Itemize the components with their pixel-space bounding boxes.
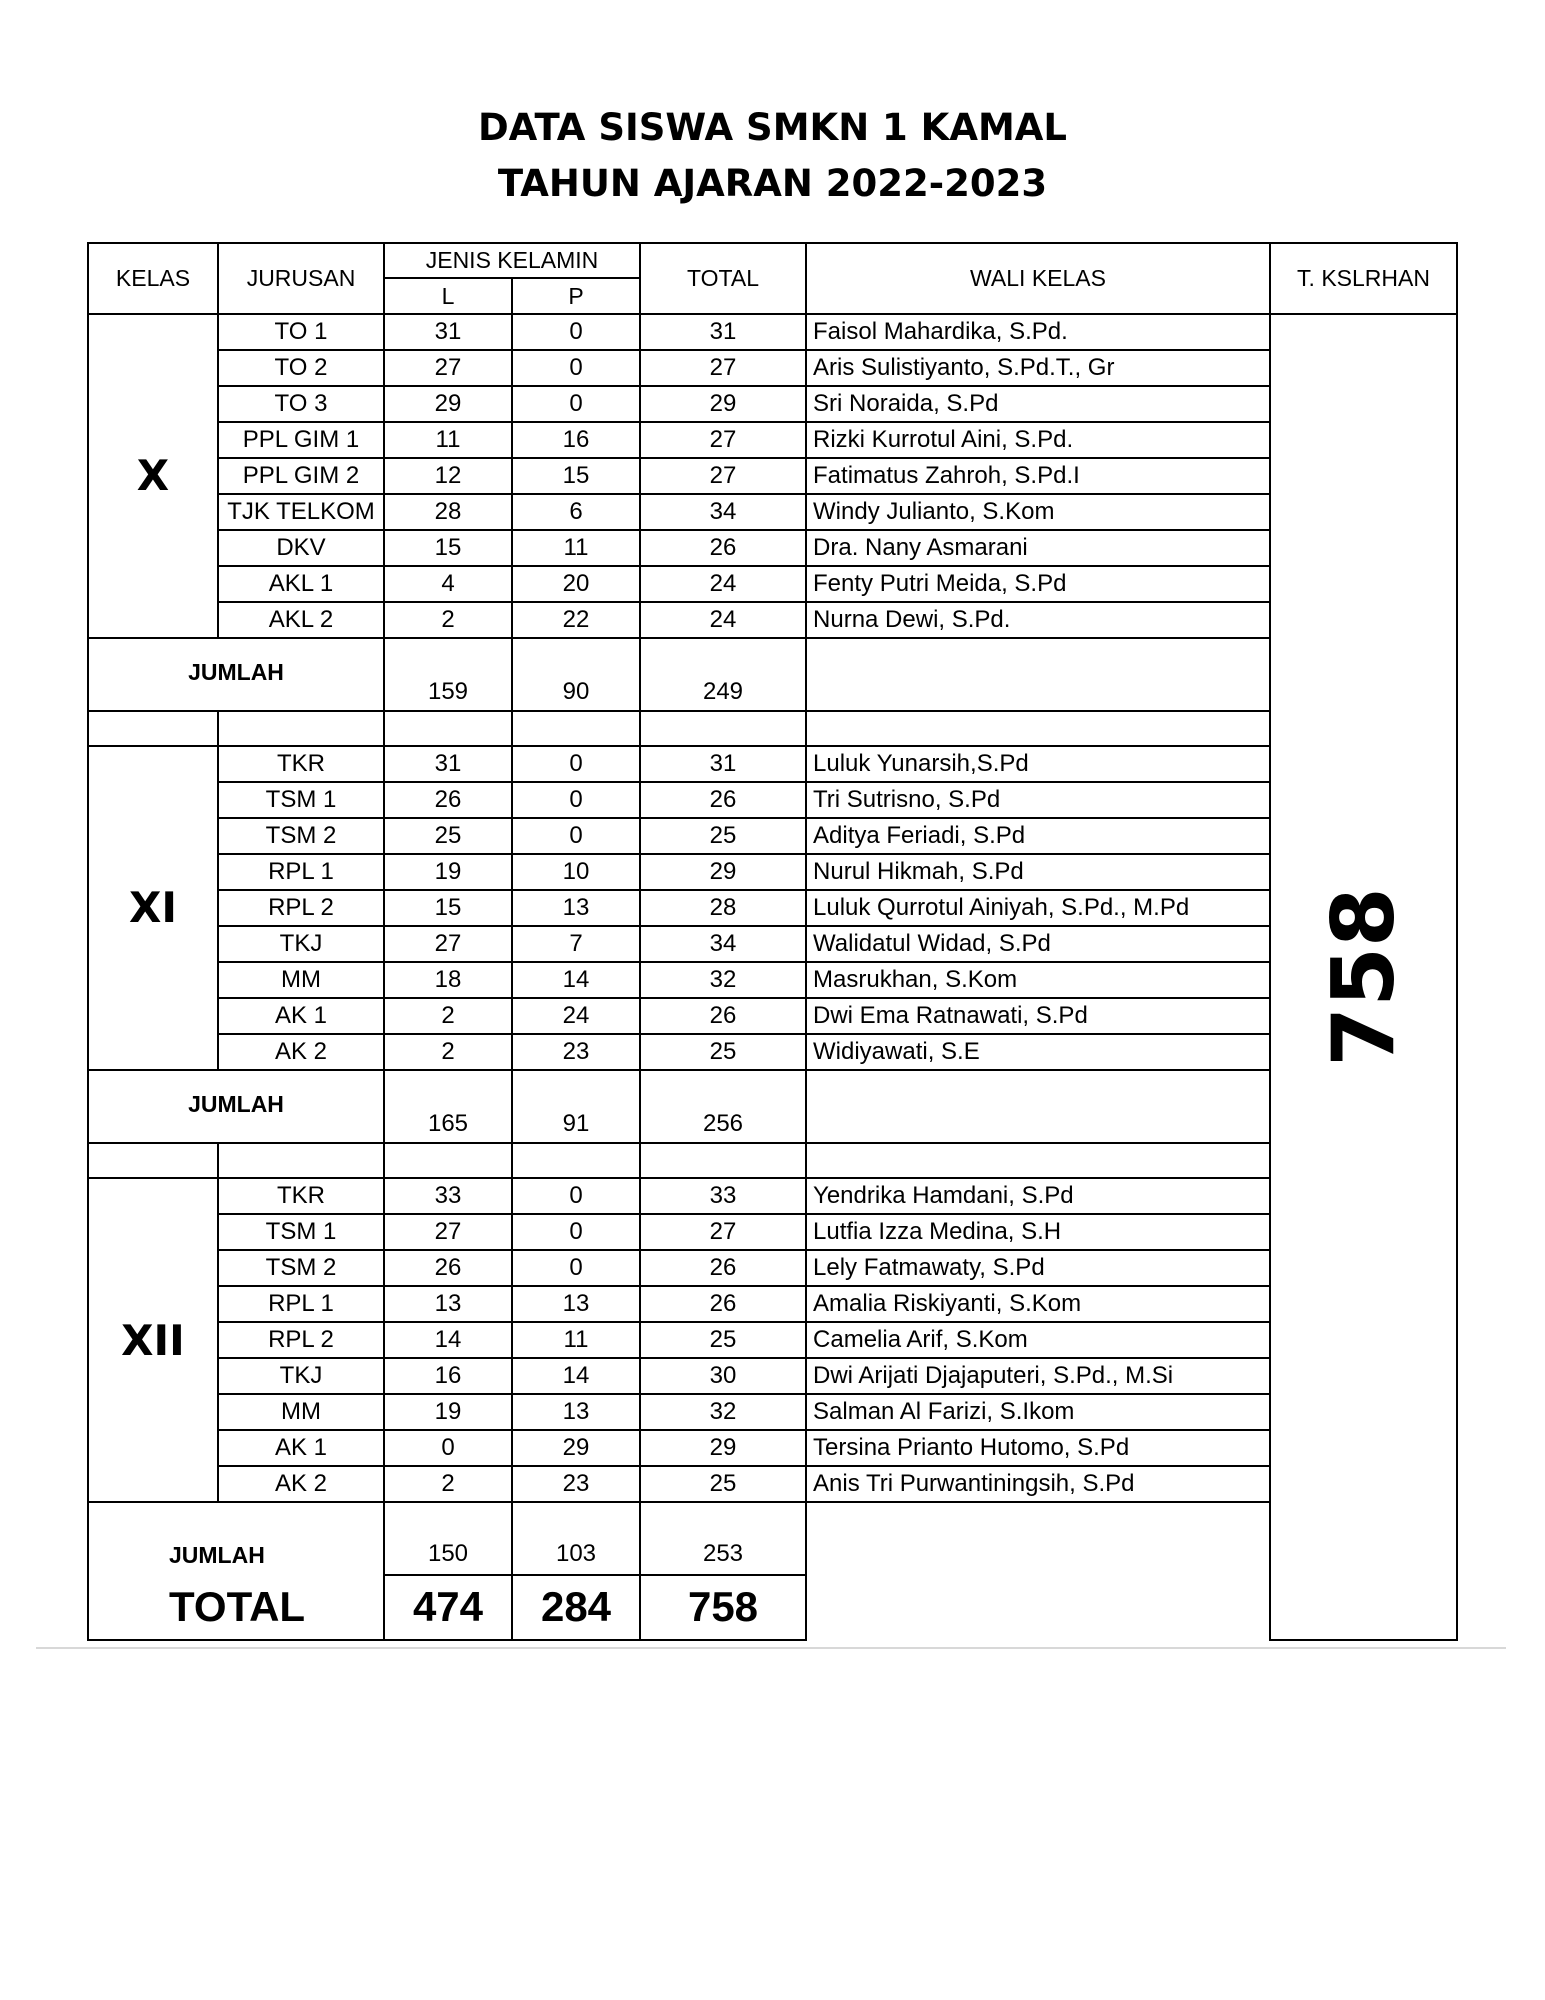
wali-kelas-cell: Salman Al Farizi, S.Ikom (806, 1394, 1270, 1430)
perempuan-cell: 11 (512, 1322, 640, 1358)
spacer-cell (88, 711, 218, 746)
table-row (88, 1214, 1457, 1250)
jurusan-cell: TKR (218, 1178, 384, 1214)
spacer-cell (384, 711, 512, 746)
wali-kelas-cell: Fenty Putri Meida, S.Pd (806, 566, 1270, 602)
laki-laki-cell: 19 (384, 1394, 512, 1430)
jurusan-cell: MM (218, 1394, 384, 1430)
laki-laki-cell: 26 (384, 782, 512, 818)
grand-total-l: 474 (384, 1575, 512, 1640)
laki-laki-cell: 31 (384, 746, 512, 782)
perempuan-cell: 14 (512, 1358, 640, 1394)
perempuan-cell: 11 (512, 530, 640, 566)
kelas-label: X (88, 314, 218, 638)
jumlah-wali-empty (806, 638, 1270, 711)
laki-laki-cell: 27 (384, 926, 512, 962)
grand-total-p: 284 (512, 1575, 640, 1640)
wali-kelas-cell: Nurul Hikmah, S.Pd (806, 854, 1270, 890)
laki-laki-cell: 13 (384, 1286, 512, 1322)
total-cell: 32 (640, 1394, 806, 1430)
perempuan-cell: 24 (512, 998, 640, 1034)
wali-kelas-cell: Rizki Kurrotul Aini, S.Pd. (806, 422, 1270, 458)
jumlah-l: 150 (384, 1502, 512, 1575)
table-row (88, 1034, 1457, 1070)
table-row (88, 782, 1457, 818)
spacer-cell (806, 711, 1270, 746)
laki-laki-cell: 31 (384, 314, 512, 350)
jurusan-cell: AK 1 (218, 1430, 384, 1466)
perempuan-cell: 20 (512, 566, 640, 602)
total-cell: 34 (640, 926, 806, 962)
jumlah-l: 165 (384, 1070, 512, 1143)
perempuan-cell: 16 (512, 422, 640, 458)
total-keseluruhan-value: 758 (1313, 887, 1414, 1067)
title-line-1: DATA SISWA SMKN 1 KAMAL (477, 106, 1068, 149)
jurusan-cell: AKL 2 (218, 602, 384, 638)
jumlah-total: 249 (640, 638, 806, 711)
table-row (88, 1466, 1457, 1502)
jumlah-row (88, 638, 1457, 711)
wali-kelas-cell: Camelia Arif, S.Kom (806, 1322, 1270, 1358)
total-cell: 27 (640, 422, 806, 458)
laki-laki-cell: 15 (384, 890, 512, 926)
wali-kelas-cell: Aris Sulistiyanto, S.Pd.T., Gr (806, 350, 1270, 386)
table-row (88, 746, 1457, 782)
jurusan-cell: AKL 1 (218, 566, 384, 602)
laki-laki-cell: 25 (384, 818, 512, 854)
jurusan-cell: TO 3 (218, 386, 384, 422)
laki-laki-cell: 29 (384, 386, 512, 422)
spacer-row (88, 711, 1457, 746)
jurusan-cell: TKJ (218, 926, 384, 962)
total-keseluruhan-cell (1270, 314, 1457, 1640)
jumlah-total: 256 (640, 1070, 806, 1143)
laki-laki-cell: 11 (384, 422, 512, 458)
jumlah-label: JUMLAH (88, 1502, 384, 1575)
laki-laki-cell: 2 (384, 602, 512, 638)
wali-kelas-cell: Dra. Nany Asmarani (806, 530, 1270, 566)
total-cell: 25 (640, 818, 806, 854)
table-row (88, 530, 1457, 566)
kelas-label: XI (88, 746, 218, 1070)
wali-kelas-cell: Amalia Riskiyanti, S.Kom (806, 1286, 1270, 1322)
header-kelas: KELAS (88, 243, 218, 314)
spacer-cell (512, 1143, 640, 1178)
perempuan-cell: 0 (512, 350, 640, 386)
total-cell: 24 (640, 602, 806, 638)
total-cell: 30 (640, 1358, 806, 1394)
total-cell: 27 (640, 350, 806, 386)
laki-laki-cell: 2 (384, 1466, 512, 1502)
jurusan-cell: AK 1 (218, 998, 384, 1034)
spacer-cell (218, 1143, 384, 1178)
total-cell: 24 (640, 566, 806, 602)
perempuan-cell: 22 (512, 602, 640, 638)
spacer-row (88, 1143, 1457, 1178)
total-cell: 34 (640, 494, 806, 530)
wali-kelas-cell: Fatimatus Zahroh, S.Pd.I (806, 458, 1270, 494)
jurusan-cell: PPL GIM 2 (218, 458, 384, 494)
header-jurusan: JURUSAN (218, 243, 384, 314)
perempuan-cell: 0 (512, 386, 640, 422)
perempuan-cell: 14 (512, 962, 640, 998)
total-cell: 26 (640, 1250, 806, 1286)
page-divider (36, 1647, 1506, 1649)
wali-kelas-cell: Sri Noraida, S.Pd (806, 386, 1270, 422)
jumlah-label: JUMLAH (88, 1070, 384, 1143)
table-row (88, 386, 1457, 422)
perempuan-cell: 0 (512, 1178, 640, 1214)
wali-kelas-cell: Luluk Yunarsih,S.Pd (806, 746, 1270, 782)
wali-kelas-cell: Widiyawati, S.E (806, 1034, 1270, 1070)
perempuan-cell: 23 (512, 1466, 640, 1502)
kelas-label: XII (88, 1178, 218, 1502)
table-row (88, 926, 1457, 962)
jurusan-cell: AK 2 (218, 1034, 384, 1070)
perempuan-cell: 0 (512, 1250, 640, 1286)
wali-kelas-cell: Nurna Dewi, S.Pd. (806, 602, 1270, 638)
perempuan-cell: 0 (512, 314, 640, 350)
laki-laki-cell: 12 (384, 458, 512, 494)
spacer-cell (806, 1143, 1270, 1178)
jumlah-l: 159 (384, 638, 512, 711)
table-row (88, 1322, 1457, 1358)
header-l: L (384, 278, 512, 313)
perempuan-cell: 0 (512, 1214, 640, 1250)
grand-total-total: 758 (640, 1575, 806, 1640)
jurusan-cell: TSM 1 (218, 1214, 384, 1250)
jurusan-cell: TSM 2 (218, 818, 384, 854)
laki-laki-cell: 28 (384, 494, 512, 530)
perempuan-cell: 29 (512, 1430, 640, 1466)
header-wali-kelas: WALI KELAS (806, 243, 1270, 314)
jurusan-cell: TKJ (218, 1358, 384, 1394)
jurusan-cell: TKR (218, 746, 384, 782)
wali-kelas-cell: Luluk Qurrotul Ainiyah, S.Pd., M.Pd (806, 890, 1270, 926)
total-cell: 28 (640, 890, 806, 926)
header-total: TOTAL (640, 243, 806, 314)
wali-kelas-cell: Dwi Arijati Djajaputeri, S.Pd., M.Si (806, 1358, 1270, 1394)
total-cell: 26 (640, 530, 806, 566)
wali-kelas-cell: Anis Tri Purwantiningsih, S.Pd (806, 1466, 1270, 1502)
laki-laki-cell: 19 (384, 854, 512, 890)
student-data-table (87, 242, 1458, 1641)
laki-laki-cell: 14 (384, 1322, 512, 1358)
perempuan-cell: 13 (512, 890, 640, 926)
jumlah-p: 91 (512, 1070, 640, 1143)
laki-laki-cell: 4 (384, 566, 512, 602)
total-cell: 29 (640, 1430, 806, 1466)
table-row (88, 1250, 1457, 1286)
perempuan-cell: 0 (512, 746, 640, 782)
total-cell: 29 (640, 854, 806, 890)
total-cell: 29 (640, 386, 806, 422)
jurusan-cell: TSM 1 (218, 782, 384, 818)
table-row (88, 1358, 1457, 1394)
total-cell: 26 (640, 998, 806, 1034)
laki-laki-cell: 26 (384, 1250, 512, 1286)
wali-kelas-cell: Dwi Ema Ratnawati, S.Pd (806, 998, 1270, 1034)
wali-kelas-cell: Masrukhan, S.Kom (806, 962, 1270, 998)
laki-laki-cell: 27 (384, 1214, 512, 1250)
total-cell: 32 (640, 962, 806, 998)
header-p: P (512, 278, 640, 313)
laki-laki-cell: 16 (384, 1358, 512, 1394)
jumlah-total: 253 (640, 1502, 806, 1575)
document-title (0, 100, 1545, 212)
table-row (88, 998, 1457, 1034)
laki-laki-cell: 27 (384, 350, 512, 386)
perempuan-cell: 6 (512, 494, 640, 530)
table-row (88, 314, 1457, 350)
jurusan-cell: TO 1 (218, 314, 384, 350)
jurusan-cell: MM (218, 962, 384, 998)
table-row (88, 602, 1457, 638)
total-cell: 31 (640, 314, 806, 350)
wali-kelas-cell: Walidatul Widad, S.Pd (806, 926, 1270, 962)
total-cell: 25 (640, 1466, 806, 1502)
perempuan-cell: 23 (512, 1034, 640, 1070)
total-cell: 27 (640, 458, 806, 494)
jumlah-wali-empty (806, 1502, 1270, 1640)
table-row (88, 1178, 1457, 1214)
total-cell: 26 (640, 782, 806, 818)
spacer-cell (512, 711, 640, 746)
spacer-cell (384, 1143, 512, 1178)
perempuan-cell: 0 (512, 782, 640, 818)
wali-kelas-cell: Tri Sutrisno, S.Pd (806, 782, 1270, 818)
header-jenis-kelamin: JENIS KELAMIN (384, 243, 640, 278)
jurusan-cell: TSM 2 (218, 1250, 384, 1286)
jurusan-cell: RPL 1 (218, 1286, 384, 1322)
wali-kelas-cell: Tersina Prianto Hutomo, S.Pd (806, 1430, 1270, 1466)
laki-laki-cell: 2 (384, 1034, 512, 1070)
perempuan-cell: 13 (512, 1394, 640, 1430)
jurusan-cell: TJK TELKOM (218, 494, 384, 530)
jurusan-cell: AK 2 (218, 1466, 384, 1502)
total-cell: 25 (640, 1034, 806, 1070)
table-row (88, 818, 1457, 854)
laki-laki-cell: 0 (384, 1430, 512, 1466)
jurusan-cell: DKV (218, 530, 384, 566)
perempuan-cell: 10 (512, 854, 640, 890)
jumlah-wali-empty (806, 1070, 1270, 1143)
spacer-cell (88, 1143, 218, 1178)
wali-kelas-cell: Lely Fatmawaty, S.Pd (806, 1250, 1270, 1286)
table-row (88, 854, 1457, 890)
jurusan-cell: RPL 1 (218, 854, 384, 890)
jurusan-cell: TO 2 (218, 350, 384, 386)
table-row (88, 1430, 1457, 1466)
table-row (88, 494, 1457, 530)
total-cell: 25 (640, 1322, 806, 1358)
total-cell: 26 (640, 1286, 806, 1322)
table-row (88, 962, 1457, 998)
grand-total-label: TOTAL (88, 1575, 384, 1640)
wali-kelas-cell: Lutfia Izza Medina, S.H (806, 1214, 1270, 1250)
jumlah-label: JUMLAH (88, 638, 384, 711)
perempuan-cell: 0 (512, 818, 640, 854)
table-row (88, 566, 1457, 602)
title-line-2: TAHUN AJARAN 2022-2023 (497, 162, 1048, 205)
jumlah-p: 90 (512, 638, 640, 711)
total-cell: 27 (640, 1214, 806, 1250)
jumlah-p: 103 (512, 1502, 640, 1575)
laki-laki-cell: 33 (384, 1178, 512, 1214)
table-row (88, 350, 1457, 386)
jumlah-row (88, 1502, 1457, 1575)
table-row (88, 890, 1457, 926)
laki-laki-cell: 2 (384, 998, 512, 1034)
table-row (88, 422, 1457, 458)
table-row (88, 1394, 1457, 1430)
spacer-cell (640, 711, 806, 746)
header-t-kslrhan: T. KSLRHAN (1270, 243, 1457, 314)
table-row (88, 458, 1457, 494)
perempuan-cell: 7 (512, 926, 640, 962)
wali-kelas-cell: Yendrika Hamdani, S.Pd (806, 1178, 1270, 1214)
wali-kelas-cell: Aditya Feriadi, S.Pd (806, 818, 1270, 854)
laki-laki-cell: 18 (384, 962, 512, 998)
spacer-cell (218, 711, 384, 746)
wali-kelas-cell: Faisol Mahardika, S.Pd. (806, 314, 1270, 350)
jurusan-cell: RPL 2 (218, 890, 384, 926)
jurusan-cell: PPL GIM 1 (218, 422, 384, 458)
perempuan-cell: 13 (512, 1286, 640, 1322)
laki-laki-cell: 15 (384, 530, 512, 566)
spacer-cell (640, 1143, 806, 1178)
table-row (88, 1286, 1457, 1322)
total-cell: 31 (640, 746, 806, 782)
perempuan-cell: 15 (512, 458, 640, 494)
jurusan-cell: RPL 2 (218, 1322, 384, 1358)
total-cell: 33 (640, 1178, 806, 1214)
wali-kelas-cell: Windy Julianto, S.Kom (806, 494, 1270, 530)
jumlah-row (88, 1070, 1457, 1143)
